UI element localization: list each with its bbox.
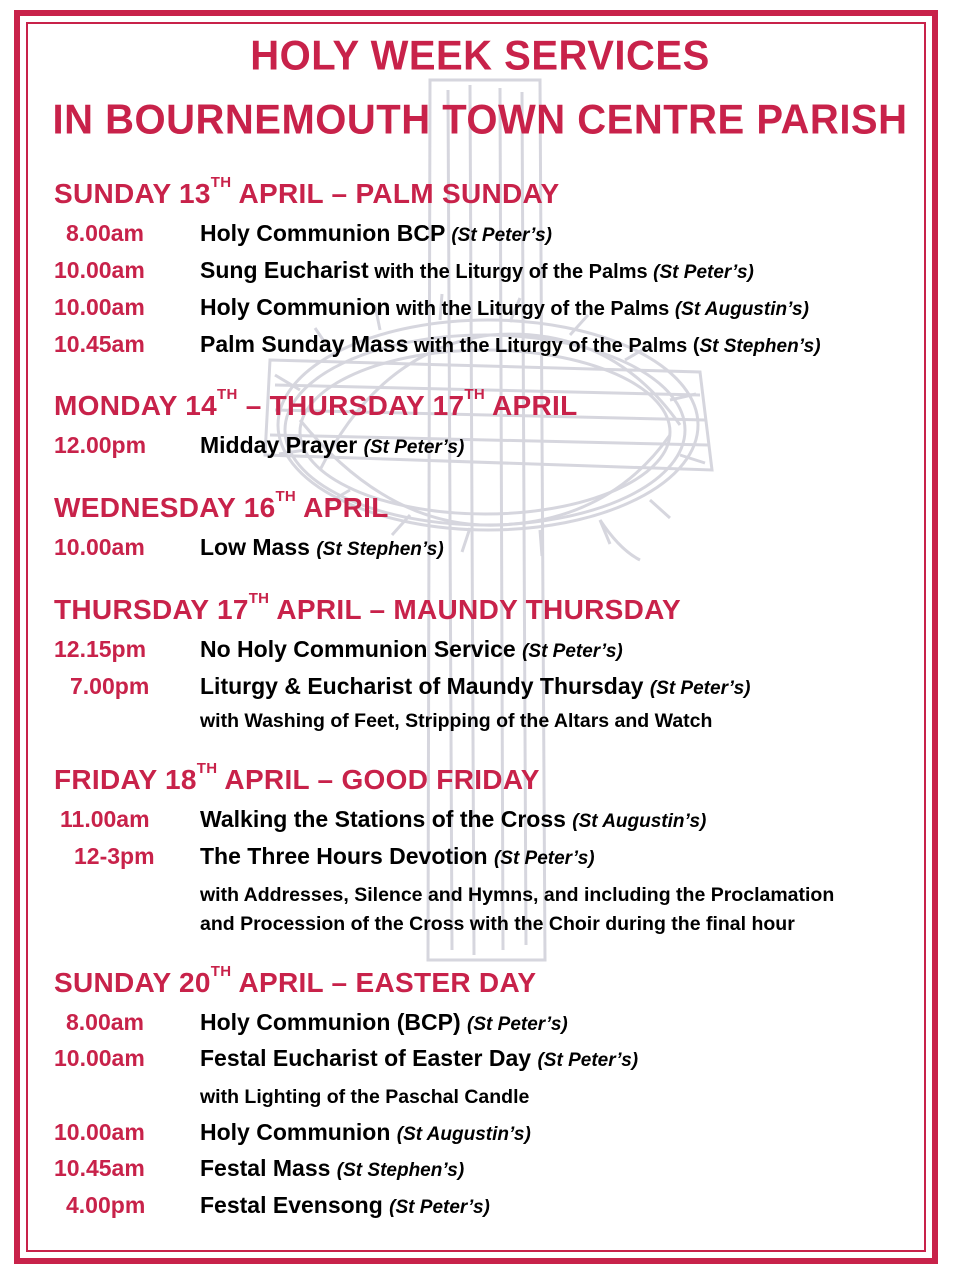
service-time: 10.00am <box>54 294 145 320</box>
service-row <box>0 294 960 328</box>
service-note: and Procession of the Cross with the Choir during the final hour <box>200 913 795 935</box>
service-description: The Three Hours Devotion (St Peter’s) <box>200 843 595 869</box>
service-time: 10.45am <box>54 1155 145 1181</box>
service-time: 12.15pm <box>54 636 147 662</box>
section-heading-wednesday: WEDNESDAY 16TH APRIL <box>54 488 389 523</box>
section-heading-maundy-thursday: THURSDAY 17TH APRIL – MAUNDY THURSDAY <box>54 590 682 625</box>
service-time: 12-3pm <box>74 843 155 869</box>
service-description: Holy Communion with the Liturgy of the Palms (St Augustin’s) <box>200 294 809 320</box>
service-description: Festal Evensong (St Peter’s) <box>200 1192 490 1218</box>
service-time: 10.00am <box>54 534 145 560</box>
service-row <box>0 1155 960 1189</box>
service-row <box>0 636 960 670</box>
service-description: Holy Communion (BCP) (St Peter’s) <box>200 1009 568 1035</box>
section-heading-monday-thursday: MONDAY 14TH – THURSDAY 17TH APRIL <box>54 386 578 421</box>
service-description: Festal Eucharist of Easter Day (St Peter’s) <box>200 1045 639 1071</box>
service-time: 11.00am <box>60 806 150 832</box>
poster-title-line-2: IN BOURNEMOUTH TOWN CENTRE PARISH <box>52 96 908 144</box>
service-time: 12.00pm <box>54 432 147 458</box>
service-row <box>0 1045 960 1079</box>
service-description: Low Mass (St Stephen’s) <box>200 534 444 560</box>
service-description: Walking the Stations of the Cross (St Augustin’s) <box>200 806 707 832</box>
service-time: 10.00am <box>54 257 145 283</box>
service-time: 10.45am <box>54 331 145 357</box>
section-heading-palm-sunday: SUNDAY 13TH APRIL – PALM SUNDAY <box>54 174 560 209</box>
service-note: with Washing of Feet, Stripping of the Altars and Watch <box>200 710 713 732</box>
service-time: 4.00pm <box>66 1192 146 1218</box>
service-description: Liturgy & Eucharist of Maundy Thursday (St Peter’s) <box>200 673 751 699</box>
service-row <box>0 1192 960 1226</box>
service-time: 10.00am <box>54 1045 145 1071</box>
service-description: Holy Communion (St Augustin’s) <box>200 1119 531 1145</box>
service-description: Sung Eucharist with the Liturgy of the Palms (St Peter’s) <box>200 257 754 283</box>
service-row <box>0 843 960 877</box>
service-row <box>0 432 960 466</box>
service-time: 8.00am <box>66 1009 145 1035</box>
service-row <box>0 257 960 291</box>
service-description: Midday Prayer (St Peter’s) <box>200 432 465 458</box>
service-time: 8.00am <box>66 220 145 246</box>
service-description: Palm Sunday Mass with the Liturgy of the Palms (St Stephen’s) <box>200 331 821 357</box>
service-row <box>0 331 960 365</box>
service-row <box>0 220 960 254</box>
section-heading-good-friday: FRIDAY 18TH APRIL – GOOD FRIDAY <box>54 760 540 795</box>
service-time: 10.00am <box>54 1119 145 1145</box>
service-row <box>0 1119 960 1153</box>
service-row <box>0 534 960 568</box>
service-row <box>0 1009 960 1043</box>
section-heading-easter-day: SUNDAY 20TH APRIL – EASTER DAY <box>54 963 537 998</box>
service-description: Festal Mass (St Stephen’s) <box>200 1155 465 1181</box>
service-row <box>0 673 960 707</box>
service-description: Holy Communion BCP (St Peter’s) <box>200 220 552 246</box>
poster-title-line-1: HOLY WEEK SERVICES <box>250 32 710 80</box>
service-row <box>0 806 960 840</box>
service-note: with Addresses, Silence and Hymns, and including the Proclamation <box>200 884 835 906</box>
service-description: No Holy Communion Service (St Peter’s) <box>200 636 623 662</box>
service-note: with Lighting of the Paschal Candle <box>200 1086 530 1108</box>
service-time: 7.00pm <box>70 673 150 699</box>
